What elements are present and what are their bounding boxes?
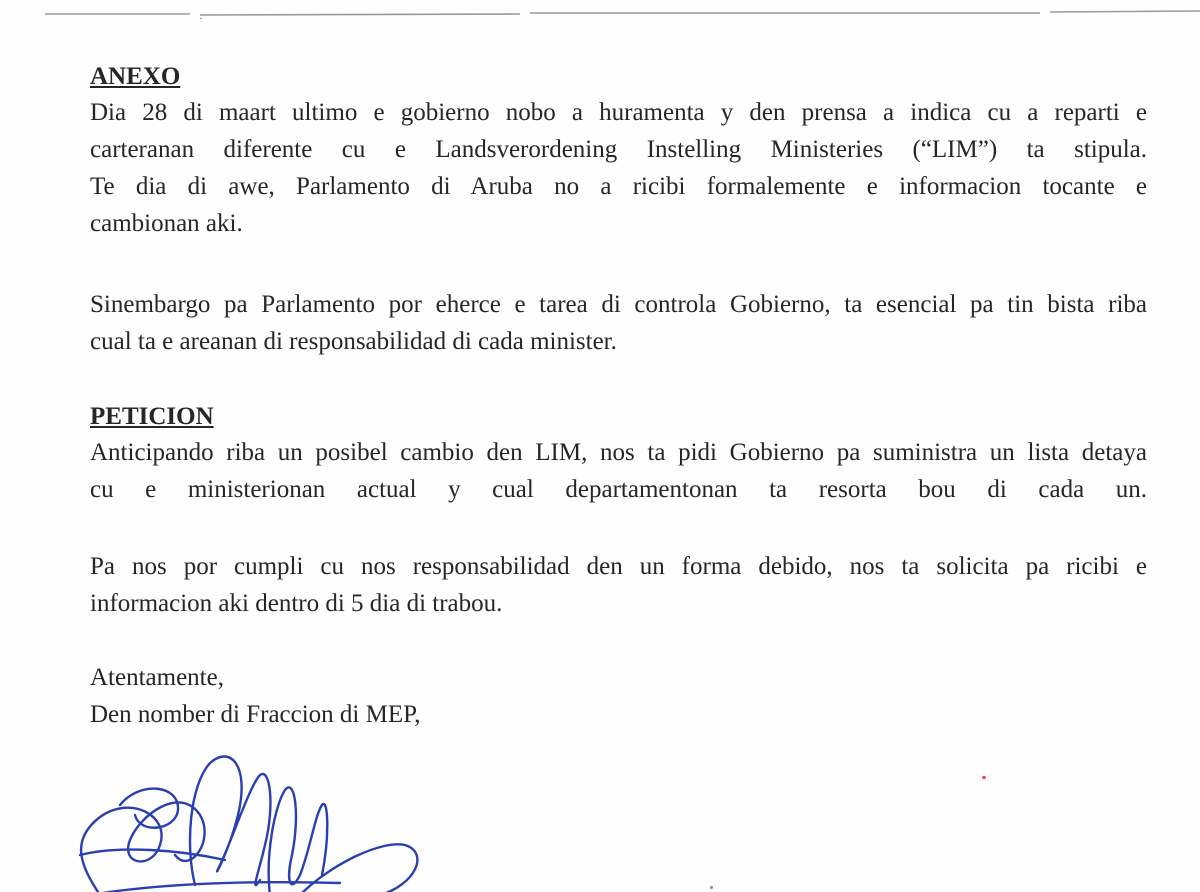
peticion-paragraph xyxy=(90,434,1147,508)
peticion-line: cu e ministerionan actual y cual departamentonan ta resorta bou di cada un. xyxy=(90,476,1147,503)
peticion-line: Anticipando riba un posibel cambio den LIM, nos ta pidi Gobierno pa suministra un lista detaya xyxy=(90,439,1147,466)
ink-speck xyxy=(710,886,713,889)
anexo-line: Te dia di awe, Parlamento di Aruba no a ricibi formalemente e informacion tocante e xyxy=(90,173,1147,200)
top-rule-line xyxy=(0,0,1200,30)
anexo-line: carteranan diferente cu e Landsverordening Instelling Ministeries (“LIM”) ta stipula. xyxy=(90,136,1147,163)
ink-speck xyxy=(982,776,986,779)
sinembargo-paragraph xyxy=(90,286,1147,360)
anexo-line: cambionan aki. xyxy=(90,210,243,237)
anexo-paragraph xyxy=(90,94,1147,242)
cumpli-paragraph xyxy=(90,548,1147,622)
handwritten-signature xyxy=(60,745,440,892)
anexo-heading: ANEXO xyxy=(90,63,181,90)
signatory-line: Den nomber di Fraccion di MEP, xyxy=(90,701,421,728)
sinembargo-line: Sinembargo pa Parlamento por eherce e tarea di controla Gobierno, ta esencial pa tin bista riba xyxy=(90,291,1147,318)
anexo-line: Dia 28 di maart ultimo e gobierno nobo a huramenta y den prensa a indica cu a reparti e xyxy=(90,99,1147,126)
sinembargo-line: cual ta e areanan di responsabilidad di cada minister. xyxy=(90,328,617,355)
cumpli-line: Pa nos por cumpli cu nos responsabilidad den un forma debido, nos ta solicita pa ricibi e xyxy=(90,553,1147,580)
peticion-heading: PETICION xyxy=(90,403,214,430)
cumpli-line: informacion aki dentro di 5 dia di trabou. xyxy=(90,590,503,617)
closing-salutation: Atentamente, xyxy=(90,664,224,691)
